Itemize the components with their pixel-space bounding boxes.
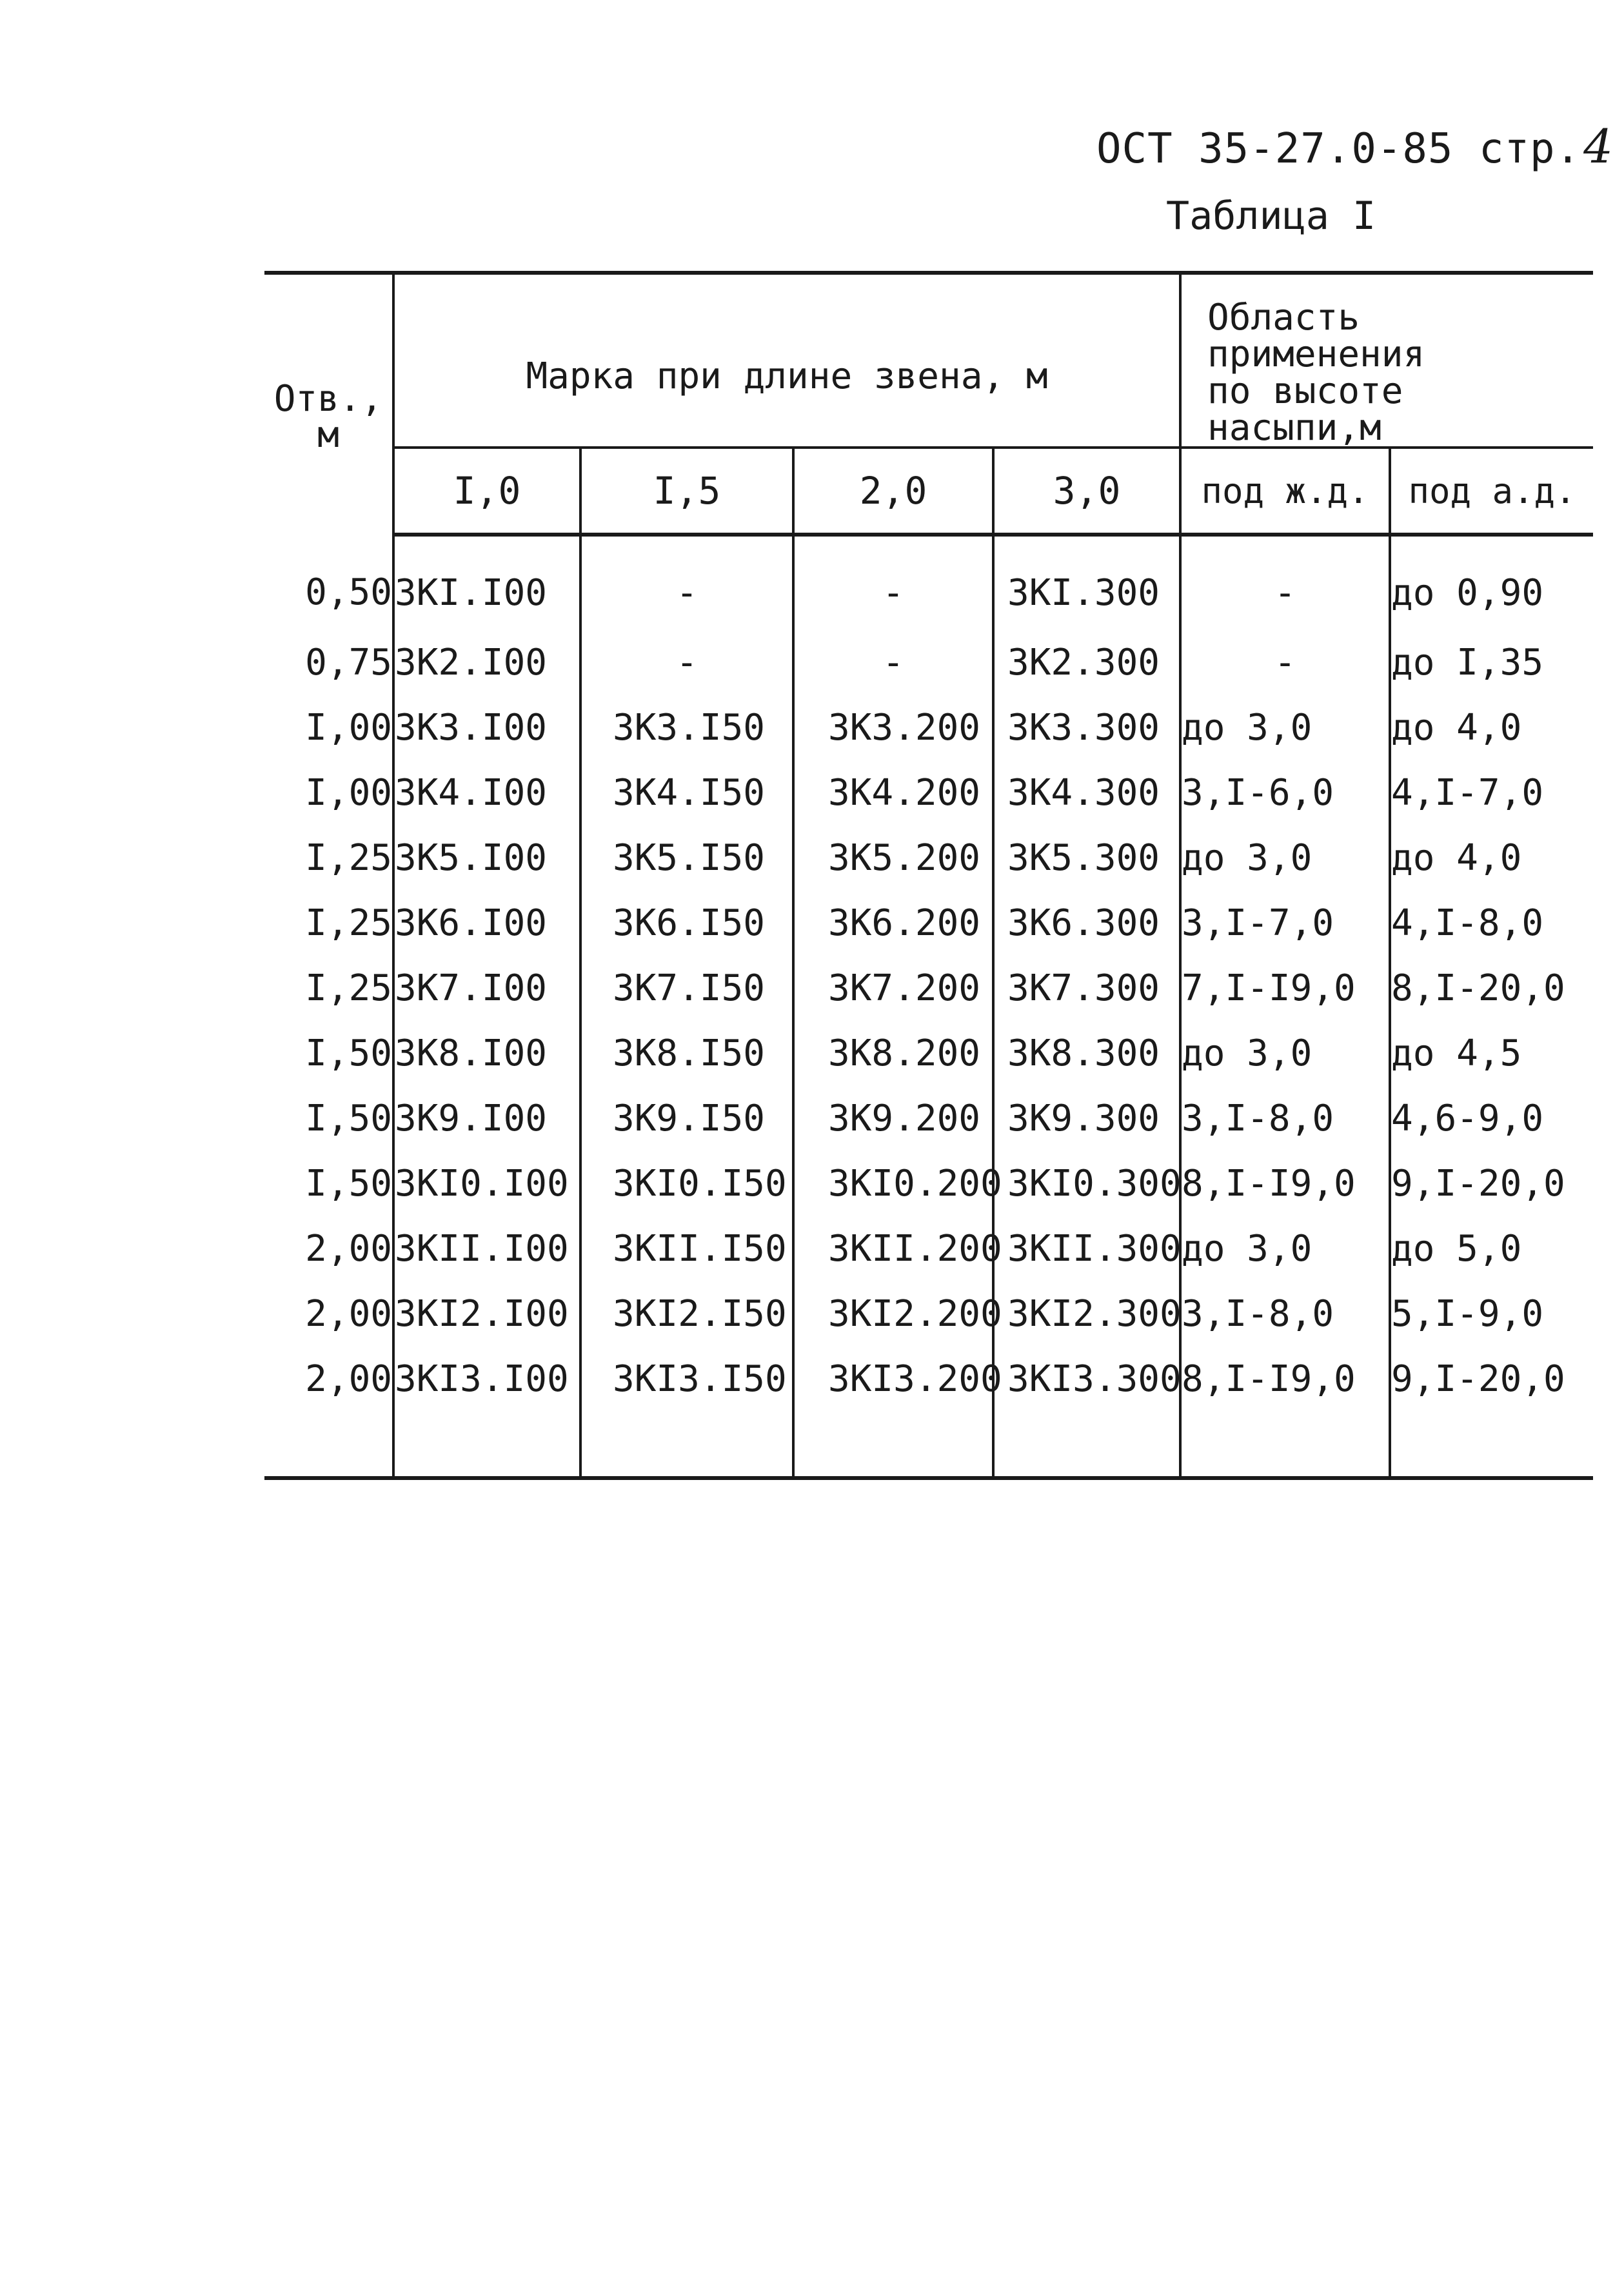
cell-mark-2-0: ЗКI2.200 (793, 1281, 993, 1347)
cell-mark-3-0: ЗК9.300 (993, 1086, 1180, 1151)
cell-road-range: до 5,0 (1391, 1228, 1522, 1270)
cell-mark-2-0: - (793, 535, 993, 630)
spacer-cell (793, 1412, 993, 1478)
cell-mark-3-0: ЗК2.300 (993, 630, 1180, 695)
cell-road-range: до 0,90 (1391, 572, 1544, 615)
table-row (264, 891, 1593, 956)
cell-mark-1-0: ЗКI3.I00 (393, 1347, 580, 1412)
cell-mark-3-0: ЗКI3.300 (993, 1347, 1180, 1412)
cell-mark-2-0: ЗКI0.200 (793, 1151, 993, 1216)
column-header-oblast-line1: Область применения (1207, 297, 1425, 376)
cell-mark-1-0: ЗК7.I00 (393, 956, 580, 1021)
cell-road-range: 8,I-20,0 (1391, 967, 1565, 1010)
document-header (1096, 119, 1614, 173)
spacer-cell (580, 1412, 793, 1478)
cell-railway-range: 8,I-I9,0 (1180, 1347, 1390, 1412)
spacer-cell (1390, 1412, 1593, 1478)
cell-mark-1-0: ЗК9.I00 (393, 1086, 580, 1151)
cell-railway-range: - (1180, 535, 1390, 630)
cell-mark-1-5: ЗК3.I50 (580, 695, 793, 760)
cell-railway-range: 3,I-6,0 (1180, 760, 1390, 825)
cell-mark-2-0: ЗК4.200 (793, 760, 993, 825)
cell-mark-3-0: ЗК5.300 (993, 825, 1180, 891)
cell-otv: 0,75 (264, 630, 393, 695)
cell-road-range: до I,35 (1391, 642, 1544, 684)
cell-otv: I,25 (264, 956, 393, 1021)
cell-road-range: 4,I-7,0 (1391, 772, 1544, 814)
table-row (264, 1216, 1593, 1281)
spacer-cell (393, 1412, 580, 1478)
cell-otv: 2,00 (264, 1281, 393, 1347)
subheader-road: под а.д. (1390, 448, 1593, 535)
table-row (264, 956, 1593, 1021)
cell-railway-range: 3,I-8,0 (1180, 1281, 1390, 1347)
cell-otv: I,50 (264, 1086, 393, 1151)
cell-mark-1-5: - (580, 630, 793, 695)
cell-road-range: до 4,0 (1391, 837, 1522, 880)
table-row (264, 695, 1593, 760)
cell-mark-1-0: ЗКII.I00 (393, 1216, 580, 1281)
cell-mark-1-0: ЗК2.I00 (393, 630, 580, 695)
cell-road-range: 4,I-8,0 (1391, 902, 1544, 945)
header-row-main (264, 273, 1593, 448)
cell-mark-1-0: ЗКI2.I00 (393, 1281, 580, 1347)
cell-road-range: 4,6-9,0 (1391, 1098, 1544, 1140)
cell-mark-3-0: ЗКII.300 (993, 1216, 1180, 1281)
cell-mark-3-0: ЗК3.300 (993, 695, 1180, 760)
specification-table (264, 271, 1593, 1480)
table-row (264, 760, 1593, 825)
cell-mark-3-0: ЗКI.300 (993, 535, 1180, 630)
table-row (264, 535, 1593, 630)
cell-road-range: 9,I-20,0 (1391, 1163, 1565, 1205)
spacer-cell (1180, 1412, 1390, 1478)
cell-mark-2-0: - (793, 630, 993, 695)
cell-otv: I,25 (264, 825, 393, 891)
page-number: 4 (1583, 119, 1614, 173)
cell-road-range: 9,I-20,0 (1391, 1358, 1565, 1401)
cell-mark-2-0: ЗК7.200 (793, 956, 993, 1021)
document-code: ОСТ 35-27.0-85 стр. (1096, 125, 1581, 173)
cell-road-range: до 4,0 (1391, 707, 1522, 749)
table-row (264, 1281, 1593, 1347)
table-row (264, 825, 1593, 891)
cell-mark-3-0: ЗК7.300 (993, 956, 1180, 1021)
subheader-length-1-0: I,0 (393, 448, 580, 535)
cell-railway-range: 3,I-8,0 (1180, 1086, 1390, 1151)
table-body (264, 535, 1593, 1478)
cell-road-range: 5,I-9,0 (1391, 1293, 1544, 1336)
subheader-railway: под ж.д. (1180, 448, 1390, 535)
cell-otv: I,50 (264, 1021, 393, 1086)
table-row (264, 1347, 1593, 1412)
cell-railway-range: 8,I-I9,0 (1180, 1151, 1390, 1216)
table-row (264, 630, 1593, 695)
cell-mark-1-0: ЗК8.I00 (393, 1021, 580, 1086)
column-header-otv-line2: м (317, 413, 339, 456)
table-row (264, 1086, 1593, 1151)
cell-railway-range: до 3,0 (1180, 1021, 1390, 1086)
header-row-sub (264, 448, 1593, 535)
cell-mark-2-0: ЗКII.200 (793, 1216, 993, 1281)
column-header-oblast-line2: по высоте насыпи,м (1207, 370, 1403, 449)
cell-mark-1-5: ЗК5.I50 (580, 825, 793, 891)
cell-mark-3-0: ЗК6.300 (993, 891, 1180, 956)
cell-mark-1-5: ЗКI2.I50 (580, 1281, 793, 1347)
cell-otv: 2,00 (264, 1347, 393, 1412)
cell-mark-3-0: ЗК4.300 (993, 760, 1180, 825)
column-header-marka: Марка при длине звена, м (393, 273, 1180, 448)
cell-mark-2-0: ЗКI3.200 (793, 1347, 993, 1412)
cell-otv: I,00 (264, 695, 393, 760)
cell-mark-1-0: ЗК4.I00 (393, 760, 580, 825)
cell-mark-2-0: ЗК9.200 (793, 1086, 993, 1151)
cell-mark-1-5: ЗК8.I50 (580, 1021, 793, 1086)
cell-mark-3-0: ЗКI2.300 (993, 1281, 1180, 1347)
cell-mark-2-0: ЗК5.200 (793, 825, 993, 891)
cell-otv: 0,50 (264, 535, 393, 630)
cell-mark-1-5: ЗК9.I50 (580, 1086, 793, 1151)
cell-mark-2-0: ЗК6.200 (793, 891, 993, 956)
cell-road-range: до 4,5 (1391, 1032, 1522, 1075)
cell-otv: 2,00 (264, 1216, 393, 1281)
table-title: Таблица I (1166, 193, 1376, 239)
subheader-length-3-0: 3,0 (993, 448, 1180, 535)
cell-mark-1-5: ЗК4.I50 (580, 760, 793, 825)
cell-mark-1-0: ЗКI0.I00 (393, 1151, 580, 1216)
cell-otv: I,50 (264, 1151, 393, 1216)
cell-mark-1-0: ЗК6.I00 (393, 891, 580, 956)
subheader-length-2-0: 2,0 (793, 448, 993, 535)
cell-mark-3-0: ЗКI0.300 (993, 1151, 1180, 1216)
cell-mark-1-5: ЗКII.I50 (580, 1216, 793, 1281)
cell-mark-2-0: ЗК8.200 (793, 1021, 993, 1086)
cell-mark-3-0: ЗК8.300 (993, 1021, 1180, 1086)
cell-railway-range: 7,I-I9,0 (1180, 956, 1390, 1021)
cell-railway-range: до 3,0 (1180, 825, 1390, 891)
cell-mark-1-0: ЗК3.I00 (393, 695, 580, 760)
cell-mark-1-0: ЗК5.I00 (393, 825, 580, 891)
column-header-otv-line1: Отв., (273, 377, 383, 420)
table-bottom-spacer (264, 1412, 1593, 1478)
cell-mark-1-0: ЗКI.I00 (393, 535, 580, 630)
cell-mark-1-5: ЗК7.I50 (580, 956, 793, 1021)
cell-mark-1-5: - (580, 535, 793, 630)
cell-mark-2-0: ЗК3.200 (793, 695, 993, 760)
cell-railway-range: до 3,0 (1180, 1216, 1390, 1281)
cell-mark-1-5: ЗК6.I50 (580, 891, 793, 956)
spacer-cell (993, 1412, 1180, 1478)
cell-railway-range: 3,I-7,0 (1180, 891, 1390, 956)
cell-otv: I,25 (264, 891, 393, 956)
table-row (264, 1151, 1593, 1216)
cell-railway-range: до 3,0 (1180, 695, 1390, 760)
spacer-cell (264, 1412, 393, 1478)
cell-mark-1-5: ЗКI0.I50 (580, 1151, 793, 1216)
subheader-length-1-5: I,5 (580, 448, 793, 535)
cell-otv: I,00 (264, 760, 393, 825)
column-header-otv (264, 273, 393, 535)
cell-railway-range: - (1180, 630, 1390, 695)
column-header-oblast (1180, 273, 1593, 448)
table-row (264, 1021, 1593, 1086)
cell-mark-1-5: ЗКI3.I50 (580, 1347, 793, 1412)
